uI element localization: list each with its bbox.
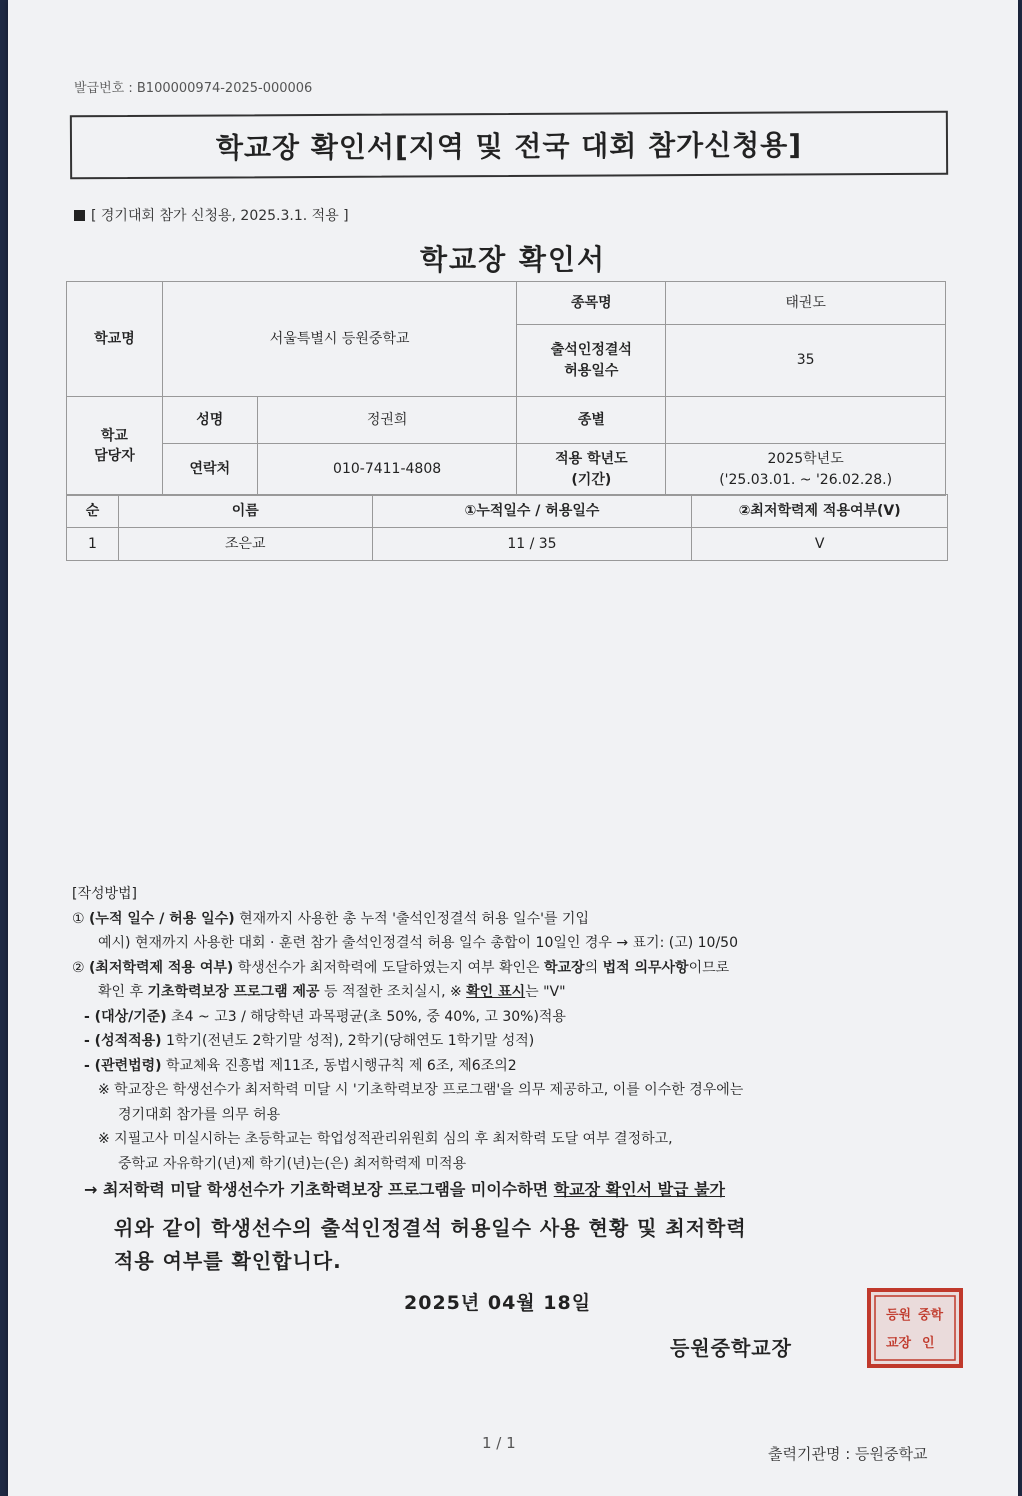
principal-name: 등원중학교장 xyxy=(670,1336,792,1360)
student-table xyxy=(66,494,948,561)
guide-line-8: ※ 학교장은 학생선수가 최저학력 미달 시 '기초학력보장 프로그램'을 의무 제공하고, 이를 이수한 경우에는 xyxy=(98,1082,744,1098)
staff-label-2: 담당자 xyxy=(94,448,135,464)
guide-l3-text-b: 의 xyxy=(584,959,603,976)
guide-l4-text-a: 확인 후 xyxy=(98,984,148,1000)
guide-l5-text: 초4 ~ 고3 / 해당학년 과목평균(초 50%, 중 40%, 고 30%)적용 xyxy=(166,1008,566,1025)
guide-line-6 xyxy=(72,1029,972,1054)
svg-text:인: 인 xyxy=(922,1336,935,1351)
guide-l12-underline: 학교장 확인서 발급 불가 xyxy=(553,1180,725,1199)
output-organization: 출력기관명 : 등원중학교 xyxy=(768,1445,928,1463)
guide-l12-text: → 최저학력 미달 학생선수가 기초학력보장 프로그램을 미이수하면 xyxy=(84,1180,554,1199)
name-label: 성명 xyxy=(162,397,257,444)
guide-heading: [작성방법] xyxy=(72,886,138,902)
table-header-row xyxy=(67,495,948,528)
year-value-2: ('25.03.01. ~ '26.02.28.) xyxy=(719,471,893,488)
confirmation-line-1: 위와 같이 학생선수의 출석인정결석 허용일수 사용 현황 및 최저학력 xyxy=(114,1216,747,1240)
svg-text:교장: 교장 xyxy=(886,1336,912,1351)
issue-number: 발급번호 : B100000974-2025-000006 xyxy=(74,81,313,96)
guide-l1-bold: (누적 일수 / 허용 일수) xyxy=(89,910,235,927)
year-value-1: 2025학년도 xyxy=(767,451,844,468)
year-label xyxy=(517,444,666,496)
guide-l4-underline: 확인 표시 xyxy=(466,984,526,1000)
svg-text:중학: 중학 xyxy=(918,1308,944,1323)
guide-l4-text-c: 는 "V" xyxy=(525,984,566,1000)
guide-line-5 xyxy=(72,1005,972,1030)
issue-date: 2025년 04월 18일 xyxy=(404,1292,592,1314)
guide-l6-text: 1학기(전년도 2학기말 성적), 2학기(당해연도 1학기말 성적) xyxy=(161,1033,535,1049)
allowed-days-label xyxy=(517,325,666,397)
contact-value: 010-7411-4808 xyxy=(257,444,517,496)
table-row xyxy=(67,528,948,561)
guide-l3-bold: (최저학력제 적용 여부) xyxy=(89,959,234,976)
staff-label xyxy=(67,397,163,496)
contact-label: 연락처 xyxy=(162,444,257,496)
guide-line-3 xyxy=(72,956,972,981)
confirmation-statement xyxy=(114,1212,747,1278)
school-value: 서울특별시 등원중학교 xyxy=(162,282,517,397)
gender-value xyxy=(666,397,946,444)
year-value xyxy=(666,444,946,496)
official-seal-icon xyxy=(866,1287,964,1369)
allowed-days-label-2: 허용일수 xyxy=(564,362,619,379)
allowed-days-label-1: 출석인정결석 xyxy=(550,342,632,359)
circled-1: ① xyxy=(72,910,90,927)
school-label: 학교명 xyxy=(67,282,163,397)
guide-line-12 xyxy=(72,1178,972,1203)
writing-guide xyxy=(72,882,972,1203)
row-seq: 1 xyxy=(67,528,119,561)
guide-line-10: ※ 지필고사 미실시하는 초등학교는 학업성적관리위원회 심의 후 최저학력 도달 여부 결정하고, xyxy=(98,1131,673,1147)
header-seq: 순 xyxy=(67,495,119,528)
guide-l4-bold: 기초학력보장 프로그램 제공 xyxy=(147,984,320,1000)
form-title: 학교장 확인서 xyxy=(419,243,607,276)
row-days: 11 / 35 xyxy=(372,528,692,561)
guide-l6-bold: - (성적적용) xyxy=(84,1033,162,1049)
gender-label: 종별 xyxy=(517,397,666,444)
year-label-2: (기간) xyxy=(571,471,612,488)
guide-l5-bold: - (대상/기준) xyxy=(84,1008,167,1025)
circled-2: ② xyxy=(72,959,90,976)
svg-text:등원: 등원 xyxy=(886,1308,912,1323)
guide-l3-bold-b: 학교장 xyxy=(544,959,585,976)
main-title: 학교장 확인서[지역 및 전국 대회 참가신청용] xyxy=(70,111,948,180)
guide-l3-text-c: 이므로 xyxy=(688,959,730,976)
header-min-achievement: ②최저학력제 적용여부(V) xyxy=(692,495,948,528)
document-page xyxy=(8,0,1018,1496)
confirmation-line-2: 적용 여부를 확인합니다. xyxy=(114,1249,342,1273)
year-label-1: 적용 학년도 xyxy=(555,451,628,468)
name-value: 정권희 xyxy=(257,397,517,444)
guide-line-2: 예시) 현재까지 사용한 대회 · 훈련 참가 출석인정결석 허용 일수 총합이 10일인 경우 → 표기: (고) 10/50 xyxy=(98,935,738,951)
subnote xyxy=(74,205,349,225)
guide-line-4 xyxy=(72,980,972,1005)
info-table xyxy=(66,281,946,496)
guide-l3-text-a: 학생선수가 최저학력에 도달하였는지 여부 확인은 xyxy=(233,959,544,976)
row-name: 조은교 xyxy=(118,528,372,561)
header-name: 이름 xyxy=(118,495,372,528)
header-days: ①누적일수 / 허용일수 xyxy=(372,495,692,528)
event-value: 태권도 xyxy=(666,282,946,325)
page-number: 1 / 1 xyxy=(482,1434,516,1452)
guide-l7-text: 학교체육 진흥법 제11조, 동법시행규칙 제 6조, 제6조의2 xyxy=(161,1057,517,1074)
guide-l3-bold-c: 법적 의무사항 xyxy=(602,959,689,976)
guide-line-11: 중학교 자유학기(년)제 학기(년)는(은) 최저학력제 미적용 xyxy=(118,1155,467,1172)
staff-label-1: 학교 xyxy=(100,427,128,444)
square-bullet-icon xyxy=(74,210,85,221)
guide-l7-bold: - (관련법령) xyxy=(84,1057,162,1074)
guide-line-1 xyxy=(72,907,972,932)
subnote-text: [ 경기대회 참가 신청용, 2025.3.1. 적용 ] xyxy=(91,208,349,224)
allowed-days-value: 35 xyxy=(666,325,946,397)
event-label: 종목명 xyxy=(517,282,666,325)
guide-l4-text-b: 등 적절한 조치실시, ※ xyxy=(319,984,467,1000)
row-min-achievement: V xyxy=(692,528,948,561)
guide-l1-text: 현재까지 사용한 총 누적 '출석인정결석 허용 일수'를 기입 xyxy=(234,910,589,927)
guide-line-7 xyxy=(72,1054,972,1079)
guide-line-9: 경기대회 참가를 의무 허용 xyxy=(118,1106,281,1123)
